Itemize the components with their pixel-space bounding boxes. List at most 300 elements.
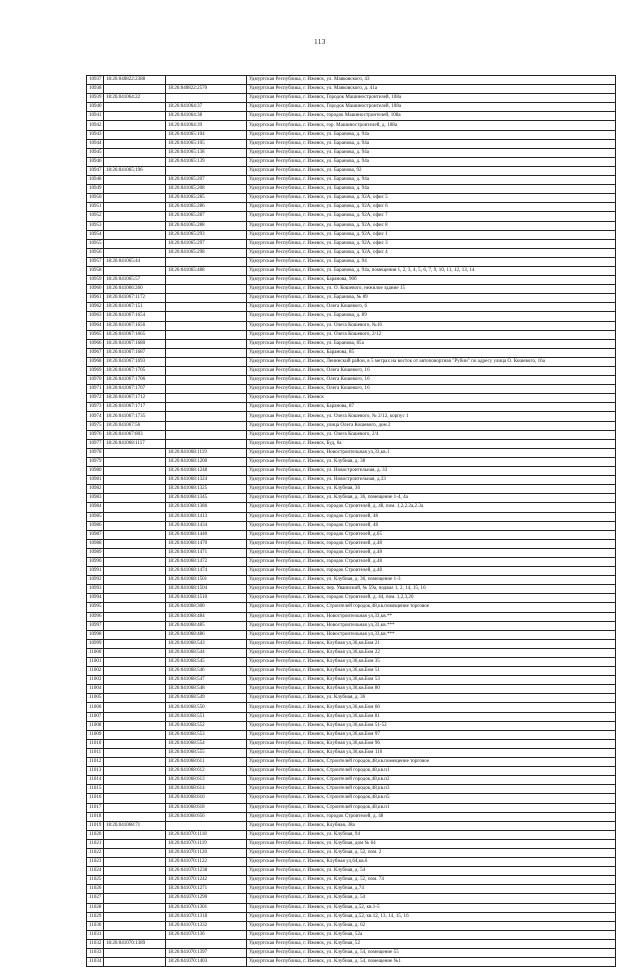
address-cell: Удмуртская Республика, г. Ижевск, Клубная ул,36,кв.Бом 97 (247, 730, 616, 739)
premises-cadastral-number-cell: 18:26:041068:486 (166, 630, 247, 639)
row-number-cell: 10987 (87, 530, 104, 539)
land-plot-cadastral-number-cell (104, 694, 166, 703)
table-row (87, 194, 616, 203)
land-plot-cadastral-number-cell: 18:26:041065:44 (104, 257, 166, 266)
address-cell: Удмуртская Республика, г. Ижевск, городок Строителей, д. 44, пом. 1,2,3,20 (247, 594, 616, 603)
land-plot-cadastral-number-cell: 18:26:041068:1117 (104, 439, 166, 448)
premises-cadastral-number-cell: 18:26:041070:136 (166, 930, 247, 939)
address-cell: Удмуртская Республика, г. Ижевск, Клубная ул,36,кв.Бом 51 (247, 667, 616, 676)
address-cell: Удмуртская Республика, г. Ижевск, городок Строителей, д. 48, пом. 1,2,2.2а,2.3а (247, 503, 616, 512)
address-cell: Удмуртская Республика, г. Ижевск, ул. Клубная, 52 (247, 939, 616, 948)
table-row (87, 385, 616, 394)
row-number-cell: 10948 (87, 176, 104, 185)
table-row (87, 348, 616, 357)
row-number-cell: 10969 (87, 367, 104, 376)
address-cell: Удмуртская Республика, г. Ижевск, ул. Баранова, д. 94а (247, 176, 616, 185)
address-cell: Удмуртская Республика, г. Ижевск, ул. Клубная, д.52, кв.1-5 (247, 903, 616, 912)
table-row (87, 76, 616, 85)
land-plot-cadastral-number-cell: 18:26:041067:56 (104, 421, 166, 430)
row-number-cell: 10944 (87, 139, 104, 148)
premises-cadastral-number-cell: 18:26:041070:1403 (166, 958, 247, 967)
address-cell: Удмуртская Республика, г. Ижевск, ул. Баранова, 85а (247, 339, 616, 348)
row-number-cell: 10938 (87, 85, 104, 94)
address-cell: Удмуртская Республика, г. Ижевск, ул. Баранова, д. 94а (247, 130, 616, 139)
premises-cadastral-number-cell (166, 303, 247, 312)
table-row (87, 812, 616, 821)
table-row (87, 739, 616, 748)
table-row (87, 867, 616, 876)
table-row (87, 221, 616, 230)
premises-cadastral-number-cell: 18:26:041068:545 (166, 658, 247, 667)
address-cell: Удмуртская Республика, г. Ижевск, городок Строителей, д.48 (247, 548, 616, 557)
address-cell: Удмуртская Республика, г. Ижевск, Строителей городок,48,кв.помещение торговое (247, 603, 616, 612)
table-row (87, 548, 616, 557)
land-plot-cadastral-number-cell (104, 848, 166, 857)
table-row (87, 321, 616, 330)
address-cell: Удмуртская Республика, г. Ижевск, ул. Клубная, д. 52, пом. 2 (247, 848, 616, 857)
land-plot-cadastral-number-cell (104, 512, 166, 521)
land-plot-cadastral-number-cell (104, 785, 166, 794)
premises-cadastral-number-cell: 18:26:041068:1325 (166, 485, 247, 494)
premises-cadastral-number-cell: 18:26:040822:2570 (166, 85, 247, 94)
row-number-cell: 10963 (87, 312, 104, 321)
address-cell: Удмуртская Республика, г. Ижевск, Строителей городок,48,кв.помещение торговое (247, 758, 616, 767)
table-row (87, 612, 616, 621)
premises-cadastral-number-cell: 18:26:041068:1470 (166, 539, 247, 548)
table-row (87, 630, 616, 639)
land-plot-cadastral-number-cell (104, 212, 166, 221)
premises-cadastral-number-cell: 18:26:041068:613 (166, 776, 247, 785)
table-row (87, 103, 616, 112)
row-number-cell: 11026 (87, 885, 104, 894)
address-cell: Удмуртская Республика, г. Ижевск, ул. Клубная, д. 54 (247, 867, 616, 876)
table-row (87, 285, 616, 294)
address-cell: Удмуртская Республика, г. Ижевск, ул. Клубная, д. 54, помещение №1 (247, 958, 616, 967)
premises-cadastral-number-cell (166, 439, 247, 448)
address-cell: Удмуртская Республика, г. Ижевск, ул. Баранова, д. 94 (247, 257, 616, 266)
address-cell: Удмуртская Республика, г. Ижевск, ул. Клубная, д. 54, помещение 55 (247, 949, 616, 958)
premises-cadastral-number-cell: 18:26:041065:104 (166, 130, 247, 139)
page-number: 113 (314, 38, 326, 46)
premises-cadastral-number-cell: 18:26:041068:1200 (166, 457, 247, 466)
premises-cadastral-number-cell: 18:26:041068:550 (166, 703, 247, 712)
table-row (87, 576, 616, 585)
table-row (87, 203, 616, 212)
premises-cadastral-number-cell: 18:26:041068:1386 (166, 503, 247, 512)
table-row (87, 130, 616, 139)
address-cell: Удмуртская Республика, г. Ижевск, ул. Клубная, д. 52, пом. 74 (247, 876, 616, 885)
row-number-cell: 11013 (87, 767, 104, 776)
land-plot-cadastral-number-cell (104, 885, 166, 894)
premises-cadastral-number-cell: 18:26:041068:1119 (166, 448, 247, 457)
row-number-cell: 11032 (87, 939, 104, 948)
address-cell: Удмуртская Республика, г. Ижевск, ул. Баранова, д. 94а (247, 185, 616, 194)
table-row (87, 457, 616, 466)
premises-cadastral-number-cell: 18:26:041068:611 (166, 758, 247, 767)
row-number-cell: 10970 (87, 376, 104, 385)
premises-cadastral-number-cell: 18:26:041065:287 (166, 212, 247, 221)
table-row (87, 266, 616, 275)
premises-cadastral-number-cell (166, 412, 247, 421)
address-cell: Удмуртская Республика, г. Ижевск, ул. Олега Кошевого, № 2/12, корпус 1 (247, 412, 616, 421)
table-row (87, 585, 616, 594)
table-row (87, 121, 616, 130)
premises-cadastral-number-cell: 18:26:041065:105 (166, 139, 247, 148)
premises-cadastral-number-cell: 18:26:041068:656 (166, 812, 247, 821)
land-plot-cadastral-number-cell (104, 557, 166, 566)
premises-cadastral-number-cell (166, 76, 247, 85)
table-row (87, 803, 616, 812)
land-plot-cadastral-number-cell (104, 503, 166, 512)
address-cell: Удмуртская Республика, г. Ижевск, Строителей городок,48,кв.п3 (247, 785, 616, 794)
land-plot-cadastral-number-cell (104, 194, 166, 203)
land-plot-cadastral-number-cell (104, 248, 166, 257)
row-number-cell: 11007 (87, 712, 104, 721)
address-cell: Удмуртская Республика, г. Ижевск, Новостроительная ул,33,кв.*** (247, 621, 616, 630)
premises-cadastral-number-cell: 18:26:041064:39 (166, 121, 247, 130)
land-plot-cadastral-number-cell: 18:26:041067:1717 (104, 403, 166, 412)
address-cell: Удмуртская Республика, г. Ижевск, ул. Баранова, д. 89 (247, 312, 616, 321)
premises-cadastral-number-cell: 18:26:041068:546 (166, 667, 247, 676)
row-number-cell: 10959 (87, 276, 104, 285)
premises-cadastral-number-cell (166, 276, 247, 285)
table-row (87, 921, 616, 930)
address-cell: Удмуртская Республика, г. Ижевск (247, 394, 616, 403)
address-cell: Удмуртская Республика, г. Ижевск, городок Машиностроителей, 108а (247, 112, 616, 121)
premises-cadastral-number-cell: 18:26:041065:286 (166, 203, 247, 212)
row-number-cell: 11010 (87, 739, 104, 748)
address-cell: Удмуртская Республика, г. Ижевск, Клубная ул,36,кв.Бом 110 (247, 748, 616, 757)
table-row (87, 212, 616, 221)
row-number-cell: 11008 (87, 721, 104, 730)
address-cell: Удмуртская Республика, г. Ижевск, ул. Баранова, д. 92А, офис 4 (247, 248, 616, 257)
row-number-cell: 10972 (87, 394, 104, 403)
land-plot-cadastral-number-cell (104, 539, 166, 548)
address-cell: Удмуртская Республика, г. Ижевск, ул. Клубная, д.52, кв.12, 13, 14, 15, 16 (247, 912, 616, 921)
land-plot-cadastral-number-cell (104, 639, 166, 648)
row-number-cell: 10991 (87, 567, 104, 576)
premises-cadastral-number-cell: 18:26:041068:551 (166, 712, 247, 721)
table-row (87, 412, 616, 421)
address-cell: Удмуртская Республика, г. Ижевск, Баранова, 85 (247, 348, 616, 357)
premises-cadastral-number-cell: 18:26:041070:1122 (166, 858, 247, 867)
land-plot-cadastral-number-cell: 18:26:041067:1712 (104, 394, 166, 403)
premises-cadastral-number-cell: 18:26:041068:1504 (166, 585, 247, 594)
address-cell: Удмуртская Республика, г. Ижевск, ул. Баранова, 92 (247, 166, 616, 175)
table-row (87, 94, 616, 103)
land-plot-cadastral-number-cell: 18:26:041067:1706 (104, 376, 166, 385)
address-cell: Удмуртская Республика, г. Ижевск, Городок Машиностроителей, 108а (247, 103, 616, 112)
table-row (87, 312, 616, 321)
row-number-cell: 10962 (87, 303, 104, 312)
row-number-cell: 11005 (87, 694, 104, 703)
table-row (87, 685, 616, 694)
land-plot-cadastral-number-cell (104, 930, 166, 939)
row-number-cell: 10990 (87, 557, 104, 566)
row-number-cell: 10974 (87, 412, 104, 421)
address-cell: Удмуртская Республика, г. Ижевск, ул. Новостроительная, д. 33 (247, 467, 616, 476)
land-plot-cadastral-number-cell (104, 585, 166, 594)
row-number-cell: 10941 (87, 112, 104, 121)
row-number-cell: 11000 (87, 648, 104, 657)
land-plot-cadastral-number-cell (104, 548, 166, 557)
address-cell: Удмуртская Республика, г. Ижевск, ул. Баранова, № 89 (247, 294, 616, 303)
table-row (87, 85, 616, 94)
land-plot-cadastral-number-cell: 18:26:041064:22 (104, 94, 166, 103)
table-row (87, 639, 616, 648)
land-plot-cadastral-number-cell (104, 476, 166, 485)
premises-cadastral-number-cell (166, 821, 247, 830)
land-plot-cadastral-number-cell (104, 594, 166, 603)
row-number-cell: 11023 (87, 858, 104, 867)
premises-cadastral-number-cell: 18:26:041065:138 (166, 148, 247, 157)
row-number-cell: 10977 (87, 439, 104, 448)
land-plot-cadastral-number-cell (104, 139, 166, 148)
premises-cadastral-number-cell: 18:26:041070:1118 (166, 830, 247, 839)
land-plot-cadastral-number-cell (104, 112, 166, 121)
row-number-cell: 10993 (87, 585, 104, 594)
table-row (87, 794, 616, 803)
land-plot-cadastral-number-cell (104, 839, 166, 848)
land-plot-cadastral-number-cell (104, 103, 166, 112)
table-row (87, 139, 616, 148)
premises-cadastral-number-cell (166, 403, 247, 412)
land-plot-cadastral-number-cell (104, 85, 166, 94)
land-plot-cadastral-number-cell (104, 567, 166, 576)
premises-cadastral-number-cell: 18:26:041068:618 (166, 803, 247, 812)
table-row (87, 694, 616, 703)
row-number-cell: 11031 (87, 930, 104, 939)
land-plot-cadastral-number-cell (104, 949, 166, 958)
address-cell: Удмуртская Республика, г. Ижевск, ул. Клубная, д.74 (247, 885, 616, 894)
table-row (87, 421, 616, 430)
premises-cadastral-number-cell (166, 285, 247, 294)
address-cell: Удмуртская Республика, г. Ижевск, Олега Кошевого, 16 (247, 376, 616, 385)
address-cell: Удмуртская Республика, г. Ижевск, городок Строителей, д. 48 (247, 812, 616, 821)
premises-cadastral-number-cell: 18:26:041065:297 (166, 239, 247, 248)
premises-cadastral-number-cell: 18:26:041068:1472 (166, 557, 247, 566)
land-plot-cadastral-number-cell: 18:26:041067:1172 (104, 294, 166, 303)
premises-cadastral-number-cell: 18:26:041068:1474 (166, 567, 247, 576)
row-number-cell: 10961 (87, 294, 104, 303)
address-cell: Удмуртская Республика, г. Ижевск, ул. Маяковского, д. 41а (247, 85, 616, 94)
address-cell: Удмуртская Республика, г. Ижевск, ул. Олега Кошевого, №16 (247, 321, 616, 330)
premises-cadastral-number-cell: 18:26:041065:293 (166, 230, 247, 239)
table-row (87, 821, 616, 830)
address-cell: Удмуртская Республика, г. Ижевск, городок Строителей, д.48 (247, 567, 616, 576)
address-cell: Удмуртская Республика, г. Ижевск, ул. Клубная, 52а (247, 930, 616, 939)
land-plot-cadastral-number-cell (104, 130, 166, 139)
table-row (87, 494, 616, 503)
row-number-cell: 10951 (87, 203, 104, 212)
land-plot-cadastral-number-cell (104, 739, 166, 748)
premises-cadastral-number-cell: 18:26:041070:1120 (166, 848, 247, 857)
land-plot-cadastral-number-cell: 18:26:041067:151 (104, 303, 166, 312)
row-number-cell: 11025 (87, 876, 104, 885)
address-cell: Удмуртская Республика, г. Ижевск, ул. Клубная, дом № 64 (247, 839, 616, 848)
table-row (87, 166, 616, 175)
table-row (87, 230, 616, 239)
table-row (87, 830, 616, 839)
premises-cadastral-number-cell (166, 376, 247, 385)
row-number-cell: 10976 (87, 430, 104, 439)
premises-cadastral-number-cell: 18:26:041068:614 (166, 785, 247, 794)
table-row (87, 476, 616, 485)
land-plot-cadastral-number-cell: 18:26:041065:196 (104, 166, 166, 175)
row-number-cell: 10983 (87, 494, 104, 503)
table-row (87, 248, 616, 257)
premises-cadastral-number-cell: 18:26:041068:300 (166, 603, 247, 612)
table-row (87, 330, 616, 339)
row-number-cell: 11022 (87, 848, 104, 857)
row-number-cell: 10986 (87, 521, 104, 530)
row-number-cell: 11034 (87, 958, 104, 967)
row-number-cell: 10981 (87, 476, 104, 485)
land-plot-cadastral-number-cell (104, 958, 166, 967)
row-number-cell: 10998 (87, 630, 104, 639)
address-cell: Удмуртская Республика, г. Ижевск, пер. Уваинский, № 59а, подвал 1, 2, 14, 15, 16 (247, 585, 616, 594)
table-row (87, 239, 616, 248)
row-number-cell: 10989 (87, 548, 104, 557)
land-plot-cadastral-number-cell: 18:26:041067:1735 (104, 412, 166, 421)
address-cell: Удмуртская Республика, г. Ижевск, ул. Баранова, д. 94а (247, 148, 616, 157)
land-plot-cadastral-number-cell (104, 494, 166, 503)
table-row (87, 658, 616, 667)
row-number-cell: 10979 (87, 457, 104, 466)
address-cell: Удмуртская Республика, г. Ижевск, Буд, 6а (247, 439, 616, 448)
address-cell: Удмуртская Республика, г. Ижевск, ул. Баранова, д. 92А, офис 8 (247, 221, 616, 230)
table-row (87, 894, 616, 903)
premises-cadastral-number-cell (166, 430, 247, 439)
premises-cadastral-number-cell: 18:26:041068:1434 (166, 521, 247, 530)
premises-cadastral-number-cell (166, 257, 247, 266)
land-plot-cadastral-number-cell: 18:26:040822:2388 (104, 76, 166, 85)
land-plot-cadastral-number-cell (104, 685, 166, 694)
row-number-cell: 11014 (87, 776, 104, 785)
land-plot-cadastral-number-cell: 18:26:041070:1389 (104, 939, 166, 948)
land-plot-cadastral-number-cell (104, 703, 166, 712)
cadastral-registry-table (86, 75, 616, 967)
table-row (87, 839, 616, 848)
premises-cadastral-number-cell (166, 421, 247, 430)
land-plot-cadastral-number-cell (104, 148, 166, 157)
row-number-cell: 11015 (87, 785, 104, 794)
premises-cadastral-number-cell: 18:26:041065:208 (166, 185, 247, 194)
address-cell: Удмуртская Республика, г. Ижевск, ул. Клубная, д. 36, помещение 1-3 (247, 576, 616, 585)
row-number-cell: 11012 (87, 758, 104, 767)
address-cell: Удмуртская Республика, г. Ижевск, городок Строителей, 48 (247, 512, 616, 521)
row-number-cell: 10940 (87, 103, 104, 112)
row-number-cell: 11016 (87, 794, 104, 803)
table-row (87, 276, 616, 285)
land-plot-cadastral-number-cell (104, 176, 166, 185)
land-plot-cadastral-number-cell (104, 448, 166, 457)
land-plot-cadastral-number-cell (104, 157, 166, 166)
row-number-cell: 10992 (87, 576, 104, 585)
land-plot-cadastral-number-cell (104, 867, 166, 876)
address-cell: Удмуртская Республика, г. Ижевск, Олега Кошевого, 16 (247, 385, 616, 394)
premises-cadastral-number-cell: 18:26:041064:37 (166, 103, 247, 112)
address-cell: Удмуртская Республика, г. Ижевск, городок Строителей, д.65 (247, 530, 616, 539)
address-cell: Удмуртская Республика, г. Ижевск, ул. Олега Кошевого, 2/12 (247, 330, 616, 339)
row-number-cell: 10973 (87, 403, 104, 412)
row-number-cell: 10994 (87, 594, 104, 603)
row-number-cell: 11001 (87, 658, 104, 667)
address-cell: Удмуртская Республика, г. Ижевск, Баранова, 90б (247, 276, 616, 285)
address-cell: Удмуртская Республика, г. Ижевск, Строителей городок,48,кв.п5 (247, 794, 616, 803)
table-row (87, 676, 616, 685)
land-plot-cadastral-number-cell: 18:26:041067:1665 (104, 330, 166, 339)
address-cell: Удмуртская Республика, г. Ижевск, Клубная ул,36,кв.Бом 51-52 (247, 721, 616, 730)
table-row (87, 721, 616, 730)
land-plot-cadastral-number-cell (104, 712, 166, 721)
table-row (87, 567, 616, 576)
premises-cadastral-number-cell: 18:26:041070:1397 (166, 949, 247, 958)
land-plot-cadastral-number-cell: 18:26:041067:1654 (104, 312, 166, 321)
land-plot-cadastral-number-cell: 18:26:041067:1680 (104, 339, 166, 348)
premises-cadastral-number-cell (166, 330, 247, 339)
row-number-cell: 11028 (87, 903, 104, 912)
row-number-cell: 10985 (87, 512, 104, 521)
premises-cadastral-number-cell (166, 357, 247, 366)
address-cell: Удмуртская Республика, г. Ижевск, Олега Кошевого, 16 (247, 367, 616, 376)
row-number-cell: 10980 (87, 467, 104, 476)
table-row (87, 257, 616, 266)
table-row (87, 730, 616, 739)
table-row (87, 949, 616, 958)
table-row (87, 594, 616, 603)
table-row (87, 776, 616, 785)
premises-cadastral-number-cell (166, 321, 247, 330)
land-plot-cadastral-number-cell (104, 748, 166, 757)
land-plot-cadastral-number-cell (104, 658, 166, 667)
premises-cadastral-number-cell: 18:26:041065:207 (166, 176, 247, 185)
row-number-cell: 11006 (87, 703, 104, 712)
row-number-cell: 10955 (87, 239, 104, 248)
land-plot-cadastral-number-cell (104, 830, 166, 839)
row-number-cell: 10942 (87, 121, 104, 130)
land-plot-cadastral-number-cell (104, 758, 166, 767)
land-plot-cadastral-number-cell (104, 576, 166, 585)
table-row (87, 876, 616, 885)
land-plot-cadastral-number-cell (104, 230, 166, 239)
registry-table-body (87, 76, 616, 967)
table-row (87, 939, 616, 948)
land-plot-cadastral-number-cell (104, 457, 166, 466)
table-row (87, 621, 616, 630)
premises-cadastral-number-cell: 18:26:041070:1332 (166, 921, 247, 930)
land-plot-cadastral-number-cell (104, 530, 166, 539)
land-plot-cadastral-number-cell: 18:26:041067:1707 (104, 385, 166, 394)
table-row (87, 448, 616, 457)
premises-cadastral-number-cell: 18:26:041068:1324 (166, 476, 247, 485)
address-cell: Удмуртская Республика, г. Ижевск, ул. Клубная, д. 36 (247, 694, 616, 703)
table-row (87, 858, 616, 867)
row-number-cell: 10946 (87, 157, 104, 166)
address-cell: Удмуртская Республика, г. Ижевск, ул. Клубная, д. 62 (247, 921, 616, 930)
table-row (87, 367, 616, 376)
table-row (87, 785, 616, 794)
row-number-cell: 10953 (87, 221, 104, 230)
table-row (87, 703, 616, 712)
land-plot-cadastral-number-cell (104, 667, 166, 676)
row-number-cell: 10978 (87, 448, 104, 457)
land-plot-cadastral-number-cell (104, 794, 166, 803)
premises-cadastral-number-cell (166, 166, 247, 175)
land-plot-cadastral-number-cell: 18:26:041067:803 (104, 430, 166, 439)
row-number-cell: 10975 (87, 421, 104, 430)
row-number-cell: 10957 (87, 257, 104, 266)
